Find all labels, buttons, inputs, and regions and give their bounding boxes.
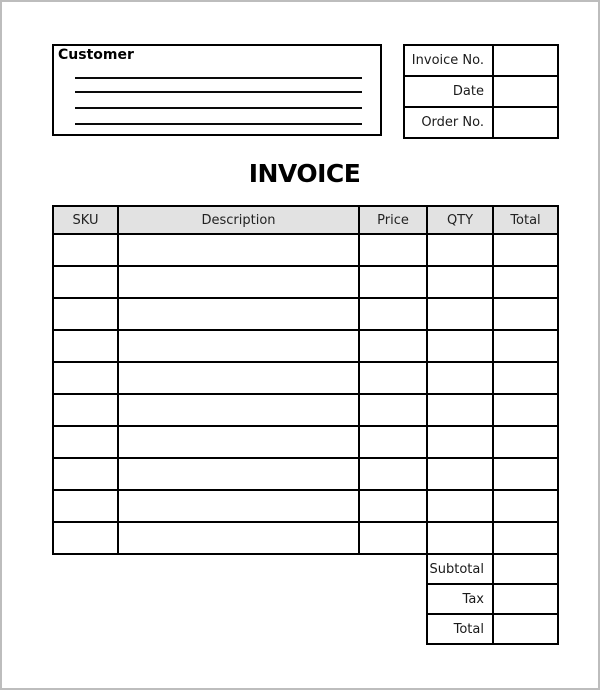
item-price-cell[interactable] [359,426,427,458]
item-qty-cell[interactable] [427,234,493,266]
item-sku-cell[interactable] [53,394,118,426]
item-description-cell[interactable] [118,234,359,266]
item-price-cell[interactable] [359,266,427,298]
item-total-cell[interactable] [493,362,558,394]
item-total-cell[interactable] [493,266,558,298]
item-description-cell[interactable] [118,426,359,458]
item-row [53,394,558,426]
item-row [53,426,558,458]
item-qty-cell[interactable] [427,522,493,554]
item-price-cell[interactable] [359,522,427,554]
item-sku-cell[interactable] [53,298,118,330]
subtotal-label: Subtotal [427,554,493,584]
subtotal-value[interactable] [493,554,558,584]
item-sku-cell[interactable] [53,234,118,266]
order-no-label: Order No. [404,107,493,138]
item-price-cell[interactable] [359,490,427,522]
item-qty-cell[interactable] [427,458,493,490]
order-no-row [404,107,558,138]
column-header-description: Description [118,206,359,234]
customer-write-line[interactable] [75,107,362,109]
total-label: Total [427,614,493,644]
item-row [53,234,558,266]
item-total-cell[interactable] [493,426,558,458]
item-qty-cell[interactable] [427,330,493,362]
customer-write-line[interactable] [75,123,362,125]
invoice-no-row [404,45,558,76]
item-sku-cell[interactable] [53,426,118,458]
item-description-cell[interactable] [118,298,359,330]
item-sku-cell[interactable] [53,266,118,298]
item-total-cell[interactable] [493,234,558,266]
item-row [53,362,558,394]
total-row [427,614,558,644]
date-row [404,76,558,107]
item-price-cell[interactable] [359,330,427,362]
item-price-cell[interactable] [359,458,427,490]
item-description-cell[interactable] [118,490,359,522]
item-price-cell[interactable] [359,362,427,394]
item-qty-cell[interactable] [427,490,493,522]
column-header-qty: QTY [427,206,493,234]
tax-label: Tax [427,584,493,614]
date-value[interactable] [493,76,558,107]
item-qty-cell[interactable] [427,362,493,394]
item-qty-cell[interactable] [427,298,493,330]
item-row [53,458,558,490]
item-qty-cell[interactable] [427,394,493,426]
item-description-cell[interactable] [118,330,359,362]
date-label: Date [404,76,493,107]
item-row [53,298,558,330]
item-description-cell[interactable] [118,522,359,554]
customer-label: Customer [58,47,134,63]
item-price-cell[interactable] [359,394,427,426]
item-sku-cell[interactable] [53,330,118,362]
item-total-cell[interactable] [493,522,558,554]
page-title: INVOICE [248,159,361,188]
customer-write-line[interactable] [75,91,362,93]
item-row [53,490,558,522]
customer-write-line[interactable] [75,77,362,79]
tax-value[interactable] [493,584,558,614]
invoice-info-table [403,44,559,139]
item-price-cell[interactable] [359,298,427,330]
item-price-cell[interactable] [359,234,427,266]
column-header-total: Total [493,206,558,234]
column-header-sku: SKU [53,206,118,234]
item-sku-cell[interactable] [53,362,118,394]
customer-box [52,44,382,136]
item-sku-cell[interactable] [53,458,118,490]
item-description-cell[interactable] [118,362,359,394]
item-total-cell[interactable] [493,458,558,490]
item-row [53,330,558,362]
invoice-no-value[interactable] [493,45,558,76]
item-total-cell[interactable] [493,298,558,330]
items-table [52,205,559,555]
subtotal-row [427,554,558,584]
item-total-cell[interactable] [493,394,558,426]
item-description-cell[interactable] [118,394,359,426]
item-description-cell[interactable] [118,458,359,490]
invoice-no-label: Invoice No. [404,45,493,76]
item-row [53,266,558,298]
item-sku-cell[interactable] [53,522,118,554]
order-no-value[interactable] [493,107,558,138]
item-description-cell[interactable] [118,266,359,298]
item-total-cell[interactable] [493,490,558,522]
column-header-price: Price [359,206,427,234]
tax-row [427,584,558,614]
items-tbody [53,234,558,554]
summary-table [426,553,559,645]
total-value[interactable] [493,614,558,644]
item-row [53,522,558,554]
item-total-cell[interactable] [493,330,558,362]
item-qty-cell[interactable] [427,266,493,298]
items-header-row [53,206,558,234]
item-qty-cell[interactable] [427,426,493,458]
item-sku-cell[interactable] [53,490,118,522]
